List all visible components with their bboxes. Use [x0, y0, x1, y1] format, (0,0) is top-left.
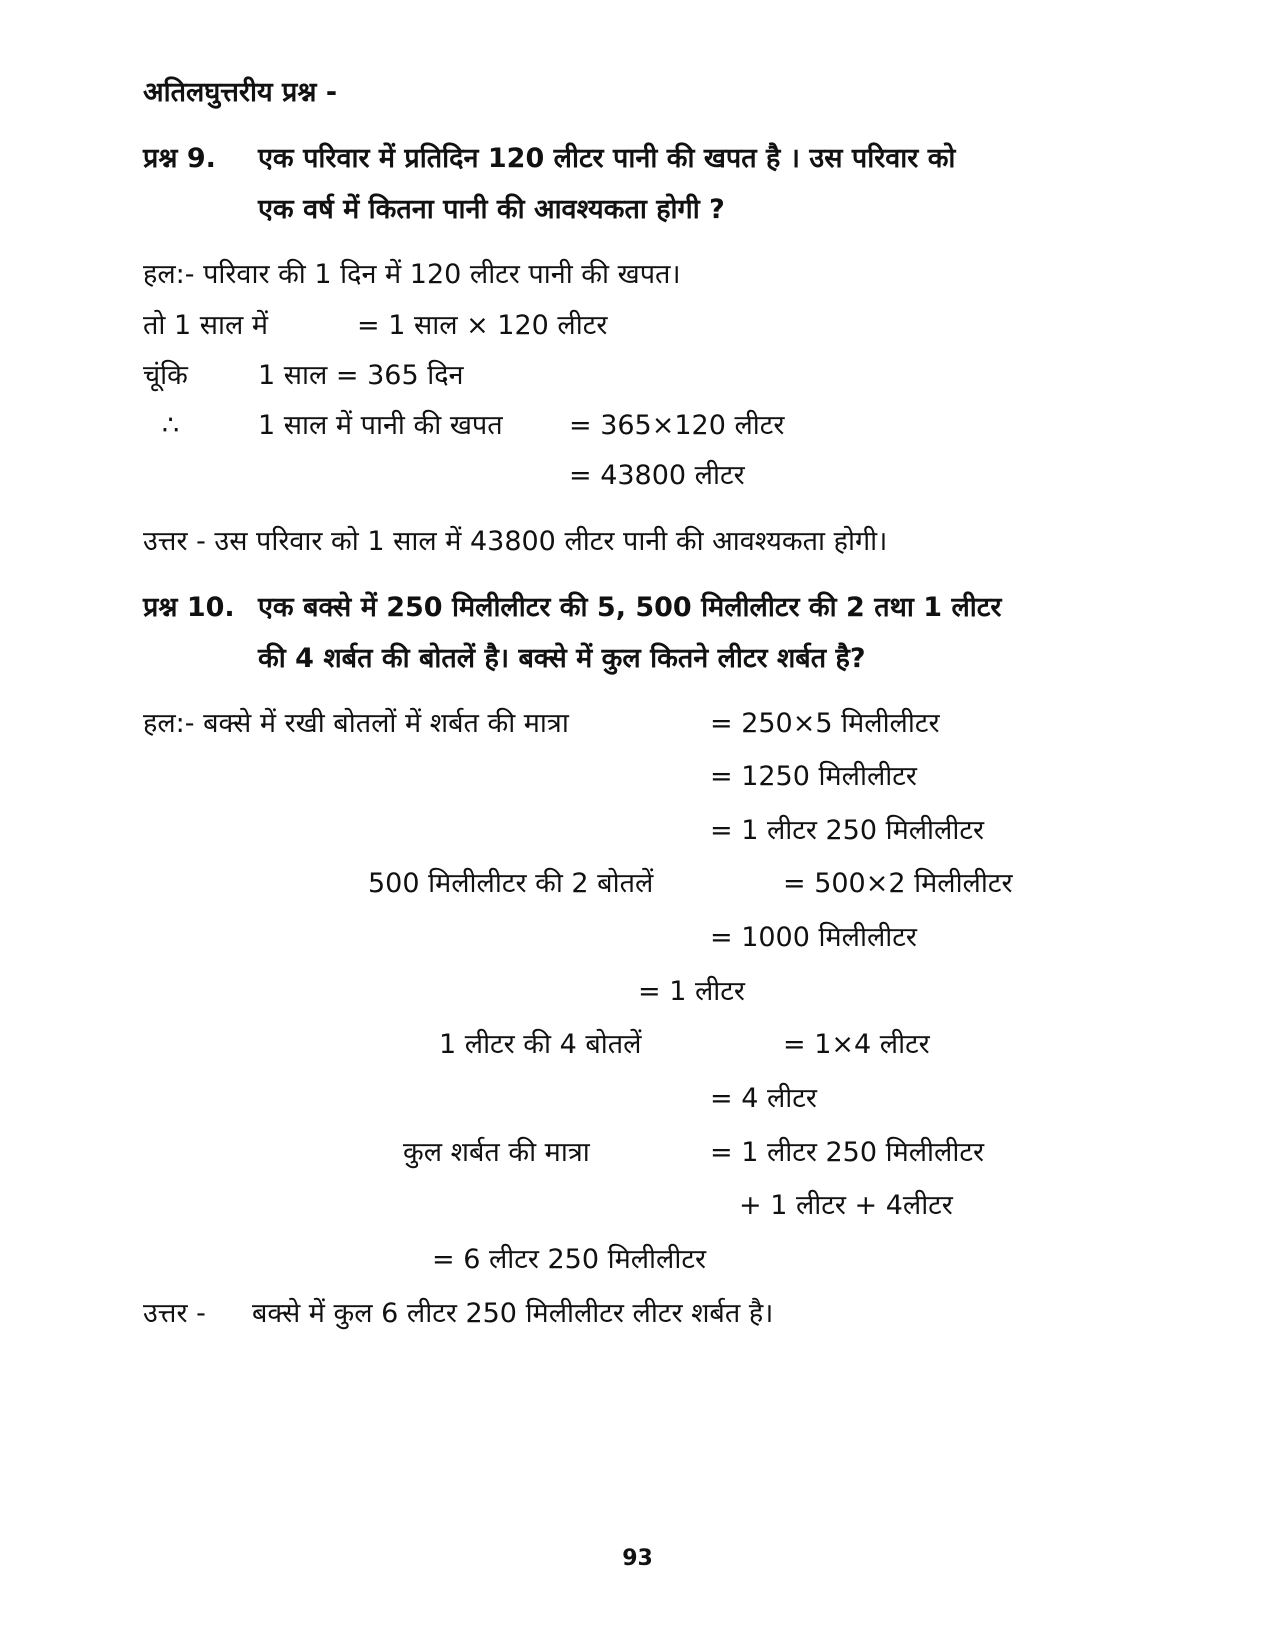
q9-answer: उत्तर - उस परिवार को 1 साल में 43800 लीटर पानी की आवश्यकता होगी। — [143, 526, 888, 557]
therefore-symbol: ∴ — [162, 410, 180, 441]
q9-solution-line1: हल:- परिवार की 1 दिन में 120 लीटर पानी की खपत। — [143, 259, 681, 290]
q10-solution-r5-right: = 1000 मिलीलीटर — [710, 922, 917, 953]
q10-solution-r7-right: = 1×4 लीटर — [783, 1029, 930, 1060]
q10-solution-r4-left: 500 मिलीलीटर की 2 बोतलें — [368, 868, 654, 899]
q10-solution-r9-right: = 1 लीटर 250 मिलीलीटर — [710, 1137, 985, 1168]
q10-solution-r7-left: 1 लीटर की 4 बोतलें — [439, 1029, 642, 1060]
q10-answer-text: बक्से में कुल 6 लीटर 250 मिलीलीटर लीटर शर्बत है। — [252, 1298, 774, 1329]
q9-text-line2: एक वर्ष में कितना पानी की आवश्यकता होगी ? — [258, 194, 725, 225]
q10-solution-r4-right: = 500×2 मिलीलीटर — [783, 868, 1013, 899]
q9-text-line1: एक परिवार में प्रतिदिन 120 लीटर पानी की खपत है । उस परिवार को — [258, 143, 956, 174]
section-heading: अतिलघुत्तरीय प्रश्न - — [143, 77, 338, 108]
q10-answer-label: उत्तर - — [143, 1298, 206, 1329]
q10-solution-r6-right: = 1 लीटर — [638, 976, 745, 1007]
page-number: 93 — [622, 1546, 653, 1571]
q10-solution-r9-left: कुल शर्बत की मात्रा — [403, 1137, 590, 1168]
q9-solution-line2-right: = 1 साल × 120 लीटर — [357, 310, 608, 341]
q10-solution-r1-right: = 250×5 मिलीलीटर — [710, 708, 940, 739]
q9-solution-line3-right: 1 साल = 365 दिन — [258, 360, 464, 391]
q10-solution-r1-left: हल:- बक्से में रखी बोतलों में शर्बत की मात्रा — [143, 708, 569, 739]
q9-solution-line4-right: = 365×120 लीटर — [569, 410, 785, 441]
q9-solution-line5-right: = 43800 लीटर — [569, 460, 745, 491]
q9-solution-line2-left: तो 1 साल में — [143, 310, 269, 341]
q9-solution-line3-left: चूंकि — [143, 360, 188, 391]
q10-solution-r10-right: + 1 लीटर + 4लीटर — [739, 1190, 953, 1221]
q10-label: प्रश्न 10. — [143, 592, 235, 623]
q10-text-line2: की 4 शर्बत की बोतलें है। बक्से में कुल कितने लीटर शर्बत है? — [258, 643, 866, 674]
q10-solution-r11-right: = 6 लीटर 250 मिलीलीटर — [432, 1244, 707, 1275]
q10-text-line1: एक बक्से में 250 मिलीलीटर की 5, 500 मिलीलीटर की 2 तथा 1 लीटर — [258, 592, 1002, 623]
q9-label: प्रश्न 9. — [143, 143, 216, 174]
q9-solution-line4-left: 1 साल में पानी की खपत — [258, 410, 503, 441]
q10-solution-r8-right: = 4 लीटर — [710, 1083, 817, 1114]
q10-solution-r2-right: = 1250 मिलीलीटर — [710, 761, 917, 792]
q10-solution-r3-right: = 1 लीटर 250 मिलीलीटर — [710, 815, 985, 846]
